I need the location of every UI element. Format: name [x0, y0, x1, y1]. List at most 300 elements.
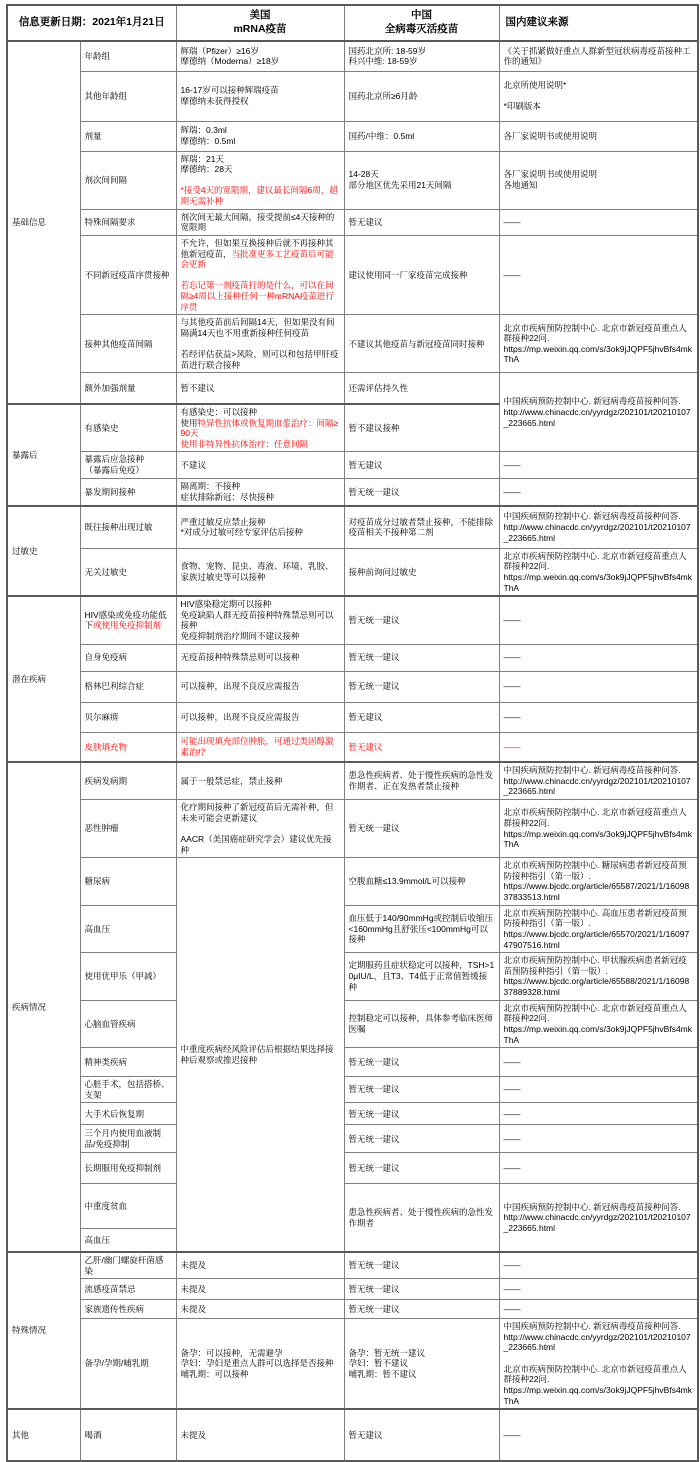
cn-recommendation-cell-r24 — [344, 1048, 499, 1077]
cell-text: —— — [503, 1056, 521, 1067]
red-note-text: 皮肤填充物 — [84, 741, 128, 752]
cell-text: 暂无统一建议 — [348, 1303, 400, 1314]
cell-text: 剂量 — [84, 130, 102, 141]
us-recommendation-cell-r5 — [176, 235, 344, 314]
source-cell-r13 — [499, 596, 698, 644]
cell-text: https://mp.weixin.qq.com/s/3ok9jJQPF5jhvBfs4mkThA — [503, 343, 693, 365]
cell-text: 备孕：暂无统一建议 — [348, 1347, 426, 1358]
cell-text: 疾病发病期 — [84, 775, 128, 786]
row-label-cell-r33 — [80, 1300, 176, 1319]
table-row — [7, 1153, 698, 1184]
red-note-text: *接受4天的宽限期，建议最长间隔6周，超期无需补种 — [180, 185, 338, 206]
cell-text: —— — [503, 1133, 521, 1144]
cell-text: 其他年龄组 — [84, 90, 128, 101]
cell-text: 长期服用免疫抑制剂 — [84, 1163, 162, 1174]
cell-text: 摩德纳未获得授权 — [180, 96, 249, 106]
cn-recommendation-cell-r6 — [344, 315, 499, 373]
cell-text: 摩德纳：0.5ml — [180, 136, 236, 146]
cell-text: *对成分过敏可经专家评估后接种 — [180, 527, 303, 538]
us-recommendation-cell-r1 — [176, 71, 344, 121]
cell-text: 未提及 — [180, 1260, 207, 1271]
cell-text: —— — [503, 269, 521, 280]
us-recommendation-cell-r0 — [176, 41, 344, 71]
cell-text: 暂不建议 — [180, 382, 215, 393]
cell-text: 备孕/孕期/哺乳期 — [84, 1358, 149, 1369]
cell-text: 不同新冠疫苗序贯接种 — [84, 269, 170, 280]
cell-text: 各地通知 — [503, 180, 538, 191]
cell-text: 空腹血糖≤13.9mmol/L可以接种 — [348, 876, 466, 887]
cell-text: 北京市疾病预防控制中心. 北京市新冠疫苗重点人群接种22问. — [503, 550, 687, 572]
row-label-cell-r16 — [80, 702, 176, 732]
category-cell: 其他 — [7, 1409, 80, 1461]
cell-text: 自身免疫病 — [84, 652, 128, 663]
source-column-header: 国内建议来源 — [499, 5, 698, 41]
cell-text: 隔离期：不接种 — [180, 481, 241, 492]
cell-text: 中国疾病预防控制中心. 新冠病毒疫苗接种问答. — [503, 511, 681, 522]
cn-recommendation-cell-r13 — [344, 596, 499, 644]
cell-text: 暂无统一建议 — [348, 615, 400, 626]
cell-text: 接种其他疫苗间隔 — [84, 338, 153, 349]
source-cell-r5 — [499, 235, 698, 314]
us-recommendation-cell-r2 — [176, 121, 344, 151]
source-cell-r34 — [499, 1319, 698, 1410]
source-cell-r28 — [499, 1153, 698, 1184]
source-cell-r7 — [499, 373, 698, 452]
cell-text: 辉瑞：21天 — [180, 153, 224, 164]
us-recommendation-cell-r34 — [176, 1319, 344, 1410]
source-cell-r26 — [499, 1103, 698, 1125]
source-cell-r2 — [499, 121, 698, 151]
red-note-text: 或使用免疫抑制剂 — [93, 620, 162, 631]
row-label-cell-r3 — [80, 151, 176, 209]
cell-text: —— — [503, 1260, 521, 1271]
source-cell-r21 — [499, 905, 698, 953]
cell-text: 国药北京所: 18-59岁 — [348, 45, 426, 56]
cell-text: HIV感染稳定期可以接种 — [180, 599, 272, 610]
row-label-cell-r10 — [80, 478, 176, 506]
cell-text: 暂无统一建议 — [348, 1056, 400, 1067]
us-recommendation-cell-r35 — [176, 1409, 344, 1461]
cell-text: 与其他疫苗前后间隔14天，但如果没有间隔满14天也不用重新接种任何疫苗 — [180, 317, 335, 338]
cn-recommendation-cell-r17 — [344, 732, 499, 762]
cell-text: 格林巴利综合症 — [84, 681, 145, 692]
table-row — [7, 121, 698, 151]
cn-recommendation-cell-r14 — [344, 644, 499, 671]
cell-text: 14-28天 — [348, 169, 379, 180]
cn-recommendation-cell-r10 — [344, 478, 499, 506]
cell-text: 三个月内使用血液制品/免疫抑制 — [84, 1128, 162, 1149]
us-recommendation-cell-r4 — [176, 209, 344, 235]
cell-text: 不允许，但如果互换接种后就不再接种其他新冠疫苗， — [180, 237, 334, 259]
row-label-cell-r14 — [80, 644, 176, 671]
cell-text: 若经评估获益>风险，则可以和包括甲肝疫苗进行联合接种 — [180, 349, 339, 370]
cell-text: 暂无统一建议 — [348, 1108, 400, 1119]
row-label-cell-r11 — [80, 506, 176, 548]
row-label-cell-r22 — [80, 953, 176, 1001]
source-cell-r31 — [499, 1252, 698, 1279]
table-row — [7, 1000, 698, 1048]
cell-text: 无关过敏史 — [84, 566, 128, 577]
cell-text: 血压低于140/90mmHg或控制后收缩压<160mmHg且舒张压<100mmHg可以接种 — [348, 912, 494, 945]
cell-text: 患急性疾病者、处于慢性疾病的急性发作期者、正在发热者禁止接种 — [348, 770, 494, 792]
cell-text: 家族遗传性疾病 — [84, 1303, 145, 1314]
table-row — [7, 71, 698, 121]
cell-text: （暴露后免疫） — [84, 465, 145, 475]
cn-recommendation-cell-r15 — [344, 671, 499, 702]
cell-text: 北京市疾病预防控制中心. 糖尿病患者新冠疫苗预防接种指引（第一版）. — [503, 860, 687, 881]
cell-text: AACR（美国癌症研究学会）建议优先接种 — [180, 833, 332, 855]
cell-text: 属于一般禁忌症，禁止接种 — [180, 775, 283, 786]
us-recommendation-cell-r31 — [176, 1252, 344, 1279]
cell-text: 特殊间隔要求 — [84, 216, 136, 227]
cn-recommendation-cell-r29 — [344, 1184, 499, 1252]
cell-text: 有感染史：可以接种 — [180, 406, 258, 417]
source-cell-r16 — [499, 702, 698, 732]
cell-text: 北京所使用说明* — [503, 80, 567, 91]
cell-text: 辉瑞（Pfizer）≥16岁 — [180, 45, 259, 56]
cell-text: 接种前询问过敏史 — [348, 566, 417, 577]
table-row — [7, 953, 698, 1001]
header-row — [7, 5, 698, 41]
cn-recommendation-cell-r33 — [344, 1300, 499, 1319]
cell-text: 暂无统一建议 — [348, 652, 400, 663]
row-label-cell-r26 — [80, 1103, 176, 1125]
table-row — [7, 373, 698, 404]
table-row — [7, 209, 698, 235]
row-label-cell-r23 — [80, 1000, 176, 1048]
cell-text: —— — [503, 711, 521, 722]
cell-text: 不建议其他疫苗与新冠疫苗同时接种 — [348, 338, 485, 349]
cell-text: 《关于抓紧做好重点人群新型冠状病毒疫苗接种工作的通知》 — [503, 45, 691, 67]
cell-text: 不建议 — [180, 459, 207, 470]
category-cell: 疾病情况 — [7, 762, 80, 1252]
us-recommendation-cell-r32 — [176, 1279, 344, 1300]
cell-text: 贝尔麻痹 — [84, 711, 119, 722]
table-row — [7, 1103, 698, 1125]
cn-recommendation-cell-r9 — [344, 452, 499, 478]
cell-text: 可以接种，出现不良反应需报告 — [180, 711, 300, 722]
cn-recommendation-cell-r7 — [344, 373, 499, 404]
cell-text: 无疫苗接种特殊禁忌则可以接种 — [180, 652, 300, 663]
cell-text: —— — [503, 615, 521, 626]
cn-recommendation-cell-r21 — [344, 905, 499, 953]
cell-text: 暂无建议 — [348, 711, 383, 722]
category-cell: 过敏史 — [7, 506, 80, 596]
table-row — [7, 858, 698, 906]
table-row — [7, 151, 698, 209]
cell-text: 备孕：可以接种，无需避孕 — [180, 1347, 283, 1358]
row-label-cell-r13 — [80, 596, 176, 644]
cn-recommendation-cell-r25 — [344, 1077, 499, 1103]
cell-text: 暴发期间接种 — [84, 486, 136, 497]
red-note-text: 当批准更多工艺疫苗后可能会更新 — [180, 248, 334, 270]
cell-text: 暂无建议 — [348, 216, 383, 227]
source-cell-r9 — [499, 452, 698, 478]
cell-text: 暴露后应急接种 — [84, 454, 145, 465]
cn-recommendation-cell-r26 — [344, 1103, 499, 1125]
cn-recommendation-cell-r31 — [344, 1252, 499, 1279]
table-row — [7, 315, 698, 373]
cell-text: 免疫缺陷人群无疫苗接种特殊禁忌则可以接种 — [180, 609, 334, 631]
row-label-cell-r0 — [80, 41, 176, 71]
cell-text: 未提及 — [180, 1283, 207, 1294]
row-label-cell-r31 — [80, 1252, 176, 1279]
cell-text: 大手术后恢复期 — [84, 1108, 145, 1119]
cn-recommendation-cell-r20 — [344, 858, 499, 906]
row-label-cell-r28 — [80, 1153, 176, 1184]
cn-recommendation-cell-r35 — [344, 1409, 499, 1461]
source-cell-r29 — [499, 1184, 698, 1252]
category-cell: 基础信息 — [7, 41, 80, 404]
cell-text: http://www.chinacdc.cn/yyrdgz/202101/t20210107_223665.html — [503, 1331, 691, 1353]
row-label-cell-r2 — [80, 121, 176, 151]
table-row — [7, 596, 698, 644]
cell-text: 心脏手术，包括搭桥、支架 — [84, 1079, 170, 1100]
table-row — [7, 1319, 698, 1410]
table-row — [7, 732, 698, 762]
cn-recommendation-cell-r32 — [344, 1279, 499, 1300]
cell-text: 喝酒 — [84, 1429, 102, 1440]
row-label-cell-r21 — [80, 905, 176, 953]
vaccine-comparison-table — [6, 4, 699, 1462]
us-recommendation-cell-r16 — [176, 702, 344, 732]
cell-text: 使用 — [180, 417, 198, 428]
cell-text: 精神类疾病 — [84, 1056, 128, 1067]
cell-text: —— — [503, 1283, 521, 1294]
us-recommendation-cell-r6 — [176, 315, 344, 373]
cell-text: 暂无建议 — [348, 1429, 383, 1440]
row-label-cell-r20 — [80, 858, 176, 906]
cell-text: 哺乳期：可以接种 — [180, 1368, 249, 1379]
row-label-cell-r35 — [80, 1409, 176, 1461]
row-label-cell-r7 — [80, 373, 176, 404]
table-row — [7, 644, 698, 671]
cell-text: 各厂家说明书或使用说明 — [503, 169, 598, 180]
cn-recommendation-cell-r0 — [344, 41, 499, 71]
cell-text: 暂不建议接种 — [348, 422, 400, 433]
cell-text: 心脑血管疾病 — [84, 1018, 136, 1029]
cn-recommendation-cell-r22 — [344, 953, 499, 1001]
table-body — [7, 41, 698, 1461]
row-label-cell-r32 — [80, 1279, 176, 1300]
cn-recommendation-cell-r18 — [344, 762, 499, 799]
cell-text: —— — [503, 681, 521, 692]
cell-text: —— — [503, 1084, 521, 1095]
us-column-header — [176, 5, 344, 41]
cell-text: http://www.chinacdc.cn/yyrdgz/202101/t20210107_223665.html — [503, 1212, 691, 1233]
update-date-header: 信息更新日期：2021年1月21日 — [7, 5, 176, 41]
source-cell-r17 — [499, 732, 698, 762]
cell-text: 使用优甲乐（甲减） — [84, 971, 162, 982]
cell-text: 摩德纳（Moderna）≥18岁 — [180, 56, 280, 67]
cell-text: 哺乳期：暂不建议 — [348, 1368, 417, 1379]
table-row — [7, 548, 698, 596]
cell-text: —— — [503, 1108, 521, 1119]
source-cell-r0 — [499, 41, 698, 71]
us-recommendation-cell-r11 — [176, 506, 344, 548]
cell-text: 北京市疾病预防控制中心. 北京市新冠疫苗重点人群接种22问. — [503, 1363, 687, 1385]
row-label-cell-r34 — [80, 1319, 176, 1410]
cn-recommendation-cell-r16 — [344, 702, 499, 732]
source-cell-r3 — [499, 151, 698, 209]
row-label-cell-r17 — [80, 732, 176, 762]
cn-recommendation-cell-r1 — [344, 71, 499, 121]
cell-text: 中国疾病预防控制中心. 新冠病毒疫苗接种问答. — [503, 1201, 681, 1212]
cell-text: 暂无统一建议 — [348, 1084, 400, 1095]
cell-text: 恶性肿瘤 — [84, 823, 119, 834]
row-label-cell-r15 — [80, 671, 176, 702]
table-row — [7, 506, 698, 548]
cn-recommendation-cell-r28 — [344, 1153, 499, 1184]
cn-column-title: 中国 — [411, 9, 433, 22]
cell-text: 未提及 — [180, 1429, 207, 1440]
cell-text: 化疗期间接种了新冠疫苗后无需补种，但未来可能会更新建议 — [180, 802, 334, 823]
table-row — [7, 1279, 698, 1300]
cell-text: HIV感染或免疫功能低下 — [84, 609, 167, 631]
cell-text: 中重度疾病经风险评估后根据结果选择接种后观察或推迟接种 — [180, 1043, 334, 1065]
row-label-cell-r5 — [80, 235, 176, 314]
us-recommendation-cell-r19 — [176, 800, 344, 858]
table-row — [7, 1252, 698, 1279]
us-recommendation-cell-r17 — [176, 732, 344, 762]
source-cell-r25 — [499, 1077, 698, 1103]
cell-text: 既往接种出现过敏 — [84, 522, 153, 533]
cn-recommendation-cell-r5 — [344, 235, 499, 314]
source-cell-r23 — [499, 1000, 698, 1048]
cell-text: http://www.chinacdc.cn/yyrdgz/202101/t20210107_223665.html — [503, 522, 691, 543]
row-label-cell-r30 — [80, 1229, 176, 1252]
cell-text: 乙肝/幽门螺旋杆菌感染 — [84, 1254, 164, 1276]
table-row — [7, 452, 698, 478]
us-recommendation-cell-r20 — [176, 858, 344, 1252]
cell-text: 严重过敏反应禁止接种 — [180, 516, 266, 527]
us-recommendation-cell-r7 — [176, 373, 344, 404]
cell-text: 中国疾病预防控制中心. 新冠病毒疫苗接种问答. — [503, 765, 681, 776]
cell-text: 北京市疾病预防控制中心. 北京市新冠疫苗重点人群接种22问. — [503, 322, 687, 344]
cell-text: 剂次间无最大间隔，接受提前≤4天接种的宽限期 — [180, 211, 335, 233]
source-cell-r15 — [499, 671, 698, 702]
cell-text: 年龄组 — [84, 50, 111, 61]
us-recommendation-cell-r14 — [176, 644, 344, 671]
source-cell-r1 — [499, 71, 698, 121]
us-recommendation-cell-r12 — [176, 548, 344, 596]
cell-text: 辉瑞：0.3ml — [180, 125, 227, 136]
table-row — [7, 702, 698, 732]
cell-text: 定期服药且症状稳定可以接种，TSH>10μIU/L，且T3、T4低于正常值暂缓接种 — [348, 960, 495, 992]
source-cell-r18 — [499, 762, 698, 799]
row-label-cell-r8 — [80, 404, 176, 452]
us-recommendation-cell-r3 — [176, 151, 344, 209]
cell-text: 各厂家说明书或使用说明 — [503, 130, 598, 141]
us-column-subtitle: mRNA疫苗 — [233, 23, 287, 35]
cell-text: —— — [503, 1303, 521, 1314]
cn-recommendation-cell-r11 — [344, 506, 499, 548]
row-label-cell-r6 — [80, 315, 176, 373]
cn-column-subtitle: 全病毒灭活疫苗 — [384, 23, 459, 35]
us-recommendation-cell-r15 — [176, 671, 344, 702]
cn-recommendation-cell-r8 — [344, 404, 499, 452]
table-row — [7, 905, 698, 953]
red-note-text: —— — [503, 741, 521, 752]
cell-text: 暂无统一建议 — [348, 486, 400, 497]
cell-text: 北京市疾病预防控制中心. 北京市新冠疫苗重点人群接种22问. — [503, 807, 687, 828]
cell-text: —— — [503, 652, 521, 663]
table-row — [7, 1409, 698, 1461]
cell-text: https://www.bjcdc.org/article/65570/2021/1/1609747907516.html — [503, 928, 690, 950]
us-recommendation-cell-r10 — [176, 478, 344, 506]
cell-text: 建议使用同一厂家疫苗完成接种 — [348, 269, 468, 280]
cell-text: 暂无统一建议 — [348, 681, 400, 692]
cell-text: 孕妇：暂不建议 — [348, 1358, 409, 1369]
us-recommendation-cell-r9 — [176, 452, 344, 478]
source-cell-r6 — [499, 315, 698, 373]
cell-text: https://www.bjcdc.org/article/65588/2021/1/1609837889328.html — [503, 976, 690, 997]
row-label-cell-r9 — [80, 452, 176, 478]
row-label-cell-r27 — [80, 1125, 176, 1153]
table-row — [7, 671, 698, 702]
table-row — [7, 235, 698, 314]
cell-text: http://www.chinacdc.cn/yyrdgz/202101/t20210107_223665.html — [503, 407, 691, 428]
cn-recommendation-cell-r27 — [344, 1125, 499, 1153]
table-row — [7, 1048, 698, 1077]
cn-recommendation-cell-r4 — [344, 209, 499, 235]
cell-text: 科兴中维: 18-59岁 — [348, 56, 418, 67]
cn-recommendation-cell-r23 — [344, 1000, 499, 1048]
cell-text: 食物、宠物、昆虫、毒液、环境、乳胶、家族过敏史等可以接种 — [180, 561, 334, 582]
cell-text: —— — [503, 459, 521, 470]
table-row — [7, 478, 698, 506]
source-cell-r4 — [499, 209, 698, 235]
row-label-cell-r18 — [80, 762, 176, 799]
source-cell-r10 — [499, 478, 698, 506]
source-cell-r35 — [499, 1409, 698, 1461]
cell-text: —— — [503, 1429, 521, 1440]
cell-text: 北京市疾病预防控制中心. 甲状腺疾病患者新冠疫苗预防接种指引（第一版）. — [503, 955, 687, 976]
cell-text: —— — [503, 486, 521, 497]
cell-text: 对疫苗成分过敏者禁止接种，不能排除疫苗相关不接种第二剂 — [348, 516, 494, 538]
cn-recommendation-cell-r12 — [344, 548, 499, 596]
cell-text: 中重度贫血 — [84, 1201, 128, 1212]
red-note-text: 特异性抗体或恢复期血浆治疗：间隔≥90天 — [180, 417, 339, 439]
source-cell-r27 — [499, 1125, 698, 1153]
cell-text: https://www.bjcdc.org/article/65587/2021/1/1609837833513.html — [503, 881, 690, 902]
source-cell-r19 — [499, 800, 698, 858]
cell-text: https://mp.weixin.qq.com/s/3ok9jJQPF5jhvBfs4mkThA — [503, 828, 693, 850]
cell-text: https://mp.weixin.qq.com/s/3ok9jJQPF5jhvBfs4mkThA — [503, 571, 693, 593]
source-cell-r24 — [499, 1048, 698, 1077]
table-row — [7, 1125, 698, 1153]
cell-text: 部分地区优先采用21天间隔 — [348, 180, 452, 191]
cell-text: 暂无统一建议 — [348, 1163, 400, 1174]
cell-text: 暂无统一建议 — [348, 1260, 400, 1271]
row-label-cell-r29 — [80, 1184, 176, 1229]
cell-text: 暂无统一建议 — [348, 823, 400, 834]
cell-text: 摩德纳：28天 — [180, 164, 233, 175]
cell-text: 糖尿病 — [84, 876, 111, 887]
source-cell-r11 — [499, 506, 698, 548]
cell-text: —— — [503, 1163, 521, 1174]
cell-text: 暂无统一建议 — [348, 1133, 400, 1144]
cell-text: 北京市疾病预防控制中心. 北京市新冠疫苗重点人群接种22问. — [503, 1002, 687, 1024]
cell-text: 剂次间间隔 — [84, 174, 128, 185]
table-row — [7, 1077, 698, 1103]
row-label-cell-r25 — [80, 1077, 176, 1103]
red-note-text: 可能出现填充部位肿胀，可通过类固醇激素治疗 — [180, 736, 334, 757]
cell-text: 暂无统一建议 — [348, 1283, 400, 1294]
cell-text: 控制稳定可以接种，具体参考临床医师医嘱 — [348, 1013, 494, 1034]
cn-recommendation-cell-r2 — [344, 121, 499, 151]
cell-text: 可以接种，出现不良反应需报告 — [180, 681, 300, 692]
